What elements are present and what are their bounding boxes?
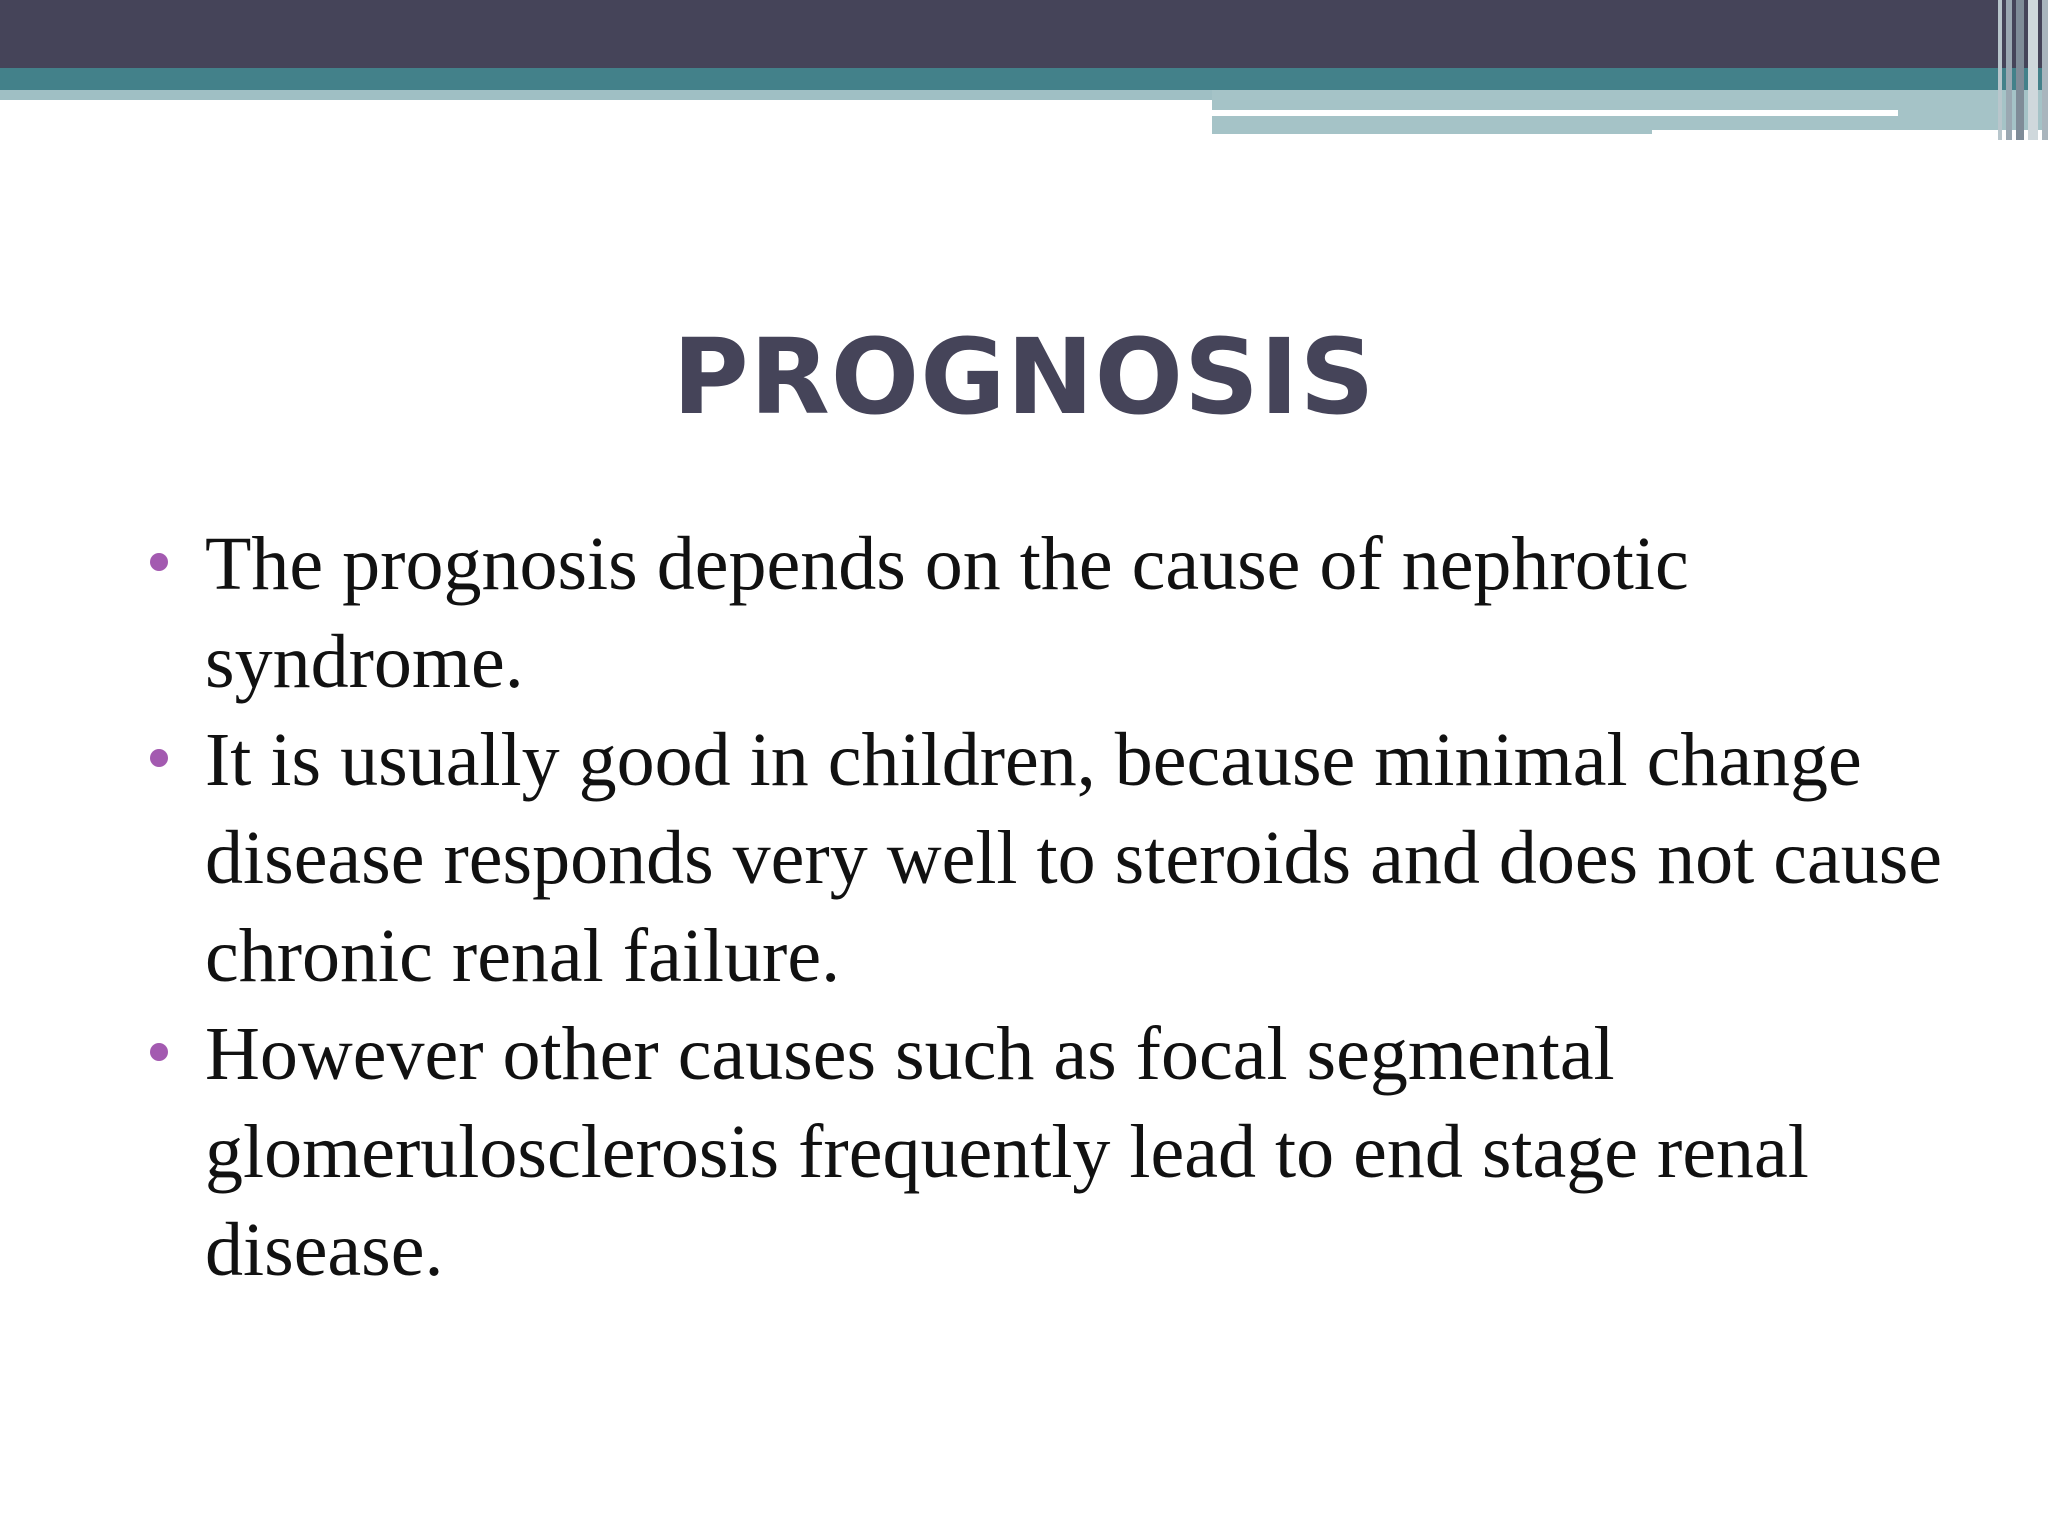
header-stripe — [2006, 0, 2012, 140]
bullet-text: It is usually good in children, because minimal change disease responds very well to steroids and does not cause chronic renal failure. — [205, 718, 1943, 998]
header-teal-band — [0, 68, 2048, 90]
bullet-marker-icon — [150, 553, 168, 571]
bullet-text: However other causes such as focal segmental glomerulosclerosis frequently lead to end stage renal disease. — [205, 1012, 1809, 1292]
bullet-list — [150, 515, 2000, 1299]
header-stripe — [2016, 0, 2024, 140]
header-stripe — [1998, 0, 2002, 140]
header-vertical-stripes — [1984, 0, 2048, 140]
header-light-band-left — [0, 90, 1212, 100]
header-white-line — [1212, 110, 1898, 116]
bullet-marker-icon — [150, 749, 168, 767]
bullet-item — [150, 1005, 2000, 1299]
bullet-text: The prognosis depends on the cause of nephrotic syndrome. — [205, 522, 1689, 704]
header-dark-band — [0, 0, 2048, 68]
bullet-item — [150, 515, 2000, 711]
bullet-marker-icon — [150, 1043, 168, 1061]
bullet-item — [150, 711, 2000, 1005]
header-stripe — [2042, 0, 2048, 140]
header-stripe — [2028, 0, 2038, 140]
slide-title: PROGNOSIS — [672, 316, 1376, 438]
